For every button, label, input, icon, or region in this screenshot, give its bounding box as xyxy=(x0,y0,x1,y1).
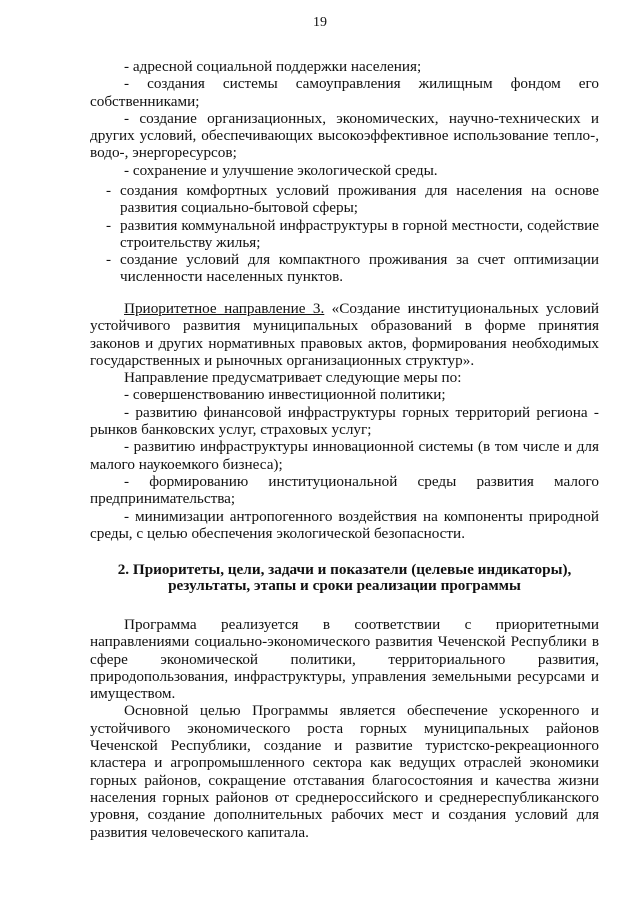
list-item: - адресной социальной поддержки населения; xyxy=(124,58,422,75)
top-items-list xyxy=(90,58,599,179)
bullet-item xyxy=(90,182,599,217)
measure-item: - развитию инфраструктуры инновационной системы (в том числе и для малого наукоемкого бизнеса); xyxy=(90,438,599,473)
bullet-mark: - xyxy=(106,216,112,234)
measure-item: - формированию институциональной среды развития малого предпринимательства; xyxy=(90,472,599,508)
priority-section xyxy=(90,300,599,542)
body-paragraphs xyxy=(90,616,599,841)
body-paragraph: Программа реализуется в соответствии с приоритетными направлениями социально-экономического развития Чеченской Республики в сфере экономической политики, территориального развития, природопользования, инфраструктуры, управления земельными ресурсами и имуществом. xyxy=(90,616,599,703)
bullet-list xyxy=(90,182,599,286)
page-number: 19 xyxy=(313,15,327,30)
bullet-item xyxy=(90,217,599,252)
bullet-text: создание условий для компактного проживания за счет оптимизации численности населенных пунктов. xyxy=(120,251,599,286)
bullet-text: создания комфортных условий проживания для населения на основе развития социально-бытовой сферы; xyxy=(120,182,599,217)
bullet-item xyxy=(90,251,599,286)
priority-text: «Создание институциональных условий устойчивого развития муниципальных образований в форме принятия законов и других нормативных правовых актов, формирования необходимых государственных и рыночных организационных структур». xyxy=(90,300,599,369)
bullet-mark: - xyxy=(106,182,112,199)
section-heading-line: 2. Приоритеты, цели, задачи и показатели (целевые индикаторы), xyxy=(117,561,572,578)
section-heading xyxy=(90,562,599,594)
list-item: - сохранение и улучшение экологической среды. xyxy=(124,161,438,179)
measure-item: - совершенствованию инвестиционной политики; xyxy=(124,386,446,404)
priority-label: Приоритетное направление 3. xyxy=(124,300,325,317)
bullet-text: развития коммунальной инфраструктуры в горной местности, содействие строительству жилья; xyxy=(120,216,599,251)
bullet-mark: - xyxy=(106,251,112,269)
section-heading-line: результаты, этапы и сроки реализации программы xyxy=(168,577,521,594)
list-item: - создание организационных, экономических, научно-технических и других условий, обеспечивающих высокоэффективное использование тепло-, водо-, энергоресурсов; xyxy=(90,109,599,162)
measure-item: - минимизации антропогенного воздействия на компоненты природной среды, с целью обеспечения экологической безопасности. xyxy=(90,507,599,542)
list-item: - создания системы самоуправления жилищным фондом его собственниками; xyxy=(90,75,599,110)
measure-item: - развитию финансовой инфраструктуры горных территорий региона - рынков банковских услуг, страховых услуг; xyxy=(90,403,599,439)
body-paragraph: Основной целью Программы является обеспечение ускоренного и устойчивого экономического роста горных муниципальных районов Чеченской Республики, создание и развитие туристско-рекреационного кластера и агропромышленного сектора как ведущих отраслей экономики горных районов, сокращение отставания благосостояния и качества жизни населения горных районов от среднероссийского и среднереспубликанского уровня, создание дополнительных рабочих мест и создания условий для развития человеческого капитала. xyxy=(90,702,599,841)
measures-intro: Направление предусматривает следующие меры по: xyxy=(124,369,462,387)
priority-paragraph xyxy=(90,300,599,369)
